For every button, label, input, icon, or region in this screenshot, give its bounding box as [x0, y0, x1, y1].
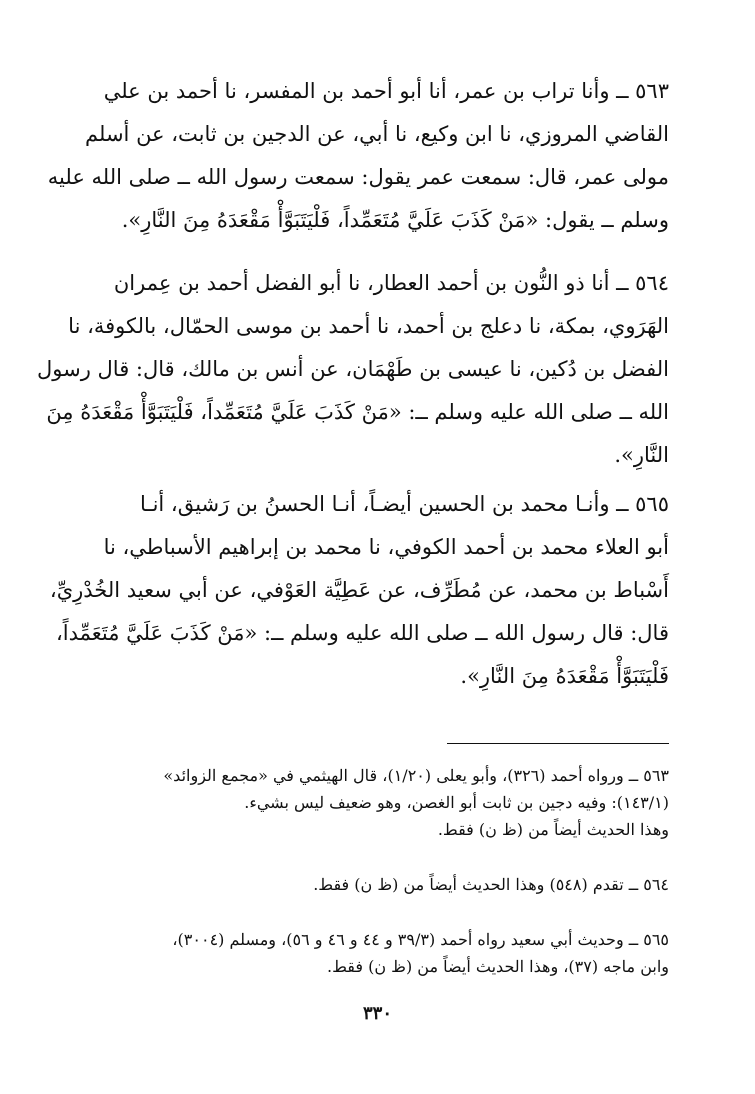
text-line: ٥٦٤ ــ أنا ذو النُّون بن أحمد العطار، نا أبو الفضل أحمد بن عِمران	[113, 271, 669, 295]
text-line: وسلم ــ يقول: «مَنْ كَذَبَ عَلَيَّ مُتَعَمِّداً، فَلْيَتَبَوَّأْ مَقْعَدَهُ مِنَ النَّارِ».	[121, 208, 669, 232]
footnote-line: وابن ماجه (٣٧)، وهذا الحديث أيضاً من (ظ ن) فقط.	[327, 957, 669, 976]
page-number: ٣٣٠	[362, 1003, 392, 1024]
text-line: القاضي المروزي، نا ابن وكيع، نا أبي، عن الدجين بن ثابت، عن أسلم	[85, 122, 669, 146]
hadith-paragraph-564	[37, 262, 669, 477]
text-line: أبو العلاء محمد بن أحمد الكوفي، نا محمد بن إبراهيم الأسباطي، نا	[103, 535, 669, 559]
footnote-line: ٥٦٤ ــ تقدم (٥٤٨) وهذا الحديث أيضاً من (ظ ن) فقط.	[313, 875, 669, 894]
text-line: ٥٦٥ ــ وأنـا محمد بن الحسين أيضـاً، أنـا الحسنُ بن رَشيق، أنـا	[140, 492, 669, 516]
text-line: الهَرَوي، بمكة، نا دعلج بن أحمد، نا أحمد بن موسى الحمّال، بالكوفة، نا	[68, 314, 669, 338]
footnote-line: وهذا الحديث أيضاً من (ظ ن) فقط.	[437, 820, 669, 839]
hadith-paragraph-563	[47, 70, 669, 242]
text-line: مولى عمر، قال: سمعت عمر يقول: سمعت رسول الله ــ صلى الله عليه	[47, 165, 669, 189]
footnote-line: ٥٦٥ ــ وحديث أبي سعيد رواه أحمد (٣٩/٣ و ٤٤ و ٤٦ و ٥٦)، ومسلم (٣٠٠٤)،	[172, 930, 669, 949]
text-line: النَّارِ».	[614, 443, 669, 467]
text-line: أَسْباط بن محمد، عن مُطَرِّف، عن عَطِيَّة العَوْفي، عن أبي سعيد الخُدْرِيِّ،	[49, 578, 669, 602]
footnote-564	[57, 871, 669, 898]
text-line: الله ــ صلى الله عليه وسلم ــ: «مَنْ كَذَبَ عَلَيَّ مُتَعَمِّداً، فَلْيَتَبَوَّأْ مَقْعَدَهُ مِنَ	[46, 400, 669, 424]
footnote-565	[57, 926, 669, 980]
footnote-line: ٥٦٣ ــ ورواه أحمد (٣٢٦)، وأبو يعلى (١/٢٠)، قال الهيثمي في «مجمع الزوائد»	[163, 766, 669, 785]
footnote-divider	[447, 743, 669, 744]
footnote-563	[57, 762, 669, 843]
text-line: قال: قال رسول الله ــ صلى الله عليه وسلم ــ: «مَنْ كَذَبَ عَلَيَّ مُتَعَمِّداً،	[55, 621, 669, 645]
hadith-paragraph-565	[49, 483, 669, 698]
text-line: فَلْيَتَبَوَّأْ مَقْعَدَهُ مِنَ النَّارِ».	[460, 664, 669, 688]
text-line: ٥٦٣ ــ وأنا تراب بن عمر، أنا أبو أحمد بن المفسر، نا أحمد بن علي	[103, 79, 669, 103]
footnote-line: (١٤٣/١): وفيه دجين بن ثابت أبو الغصن، وهو ضعيف ليس بشيء.	[244, 793, 669, 812]
text-line: الفضل بن دُكين، نا عيسى بن طَهْمَان، عن أنس بن مالك، قال: قال رسول	[37, 357, 669, 381]
